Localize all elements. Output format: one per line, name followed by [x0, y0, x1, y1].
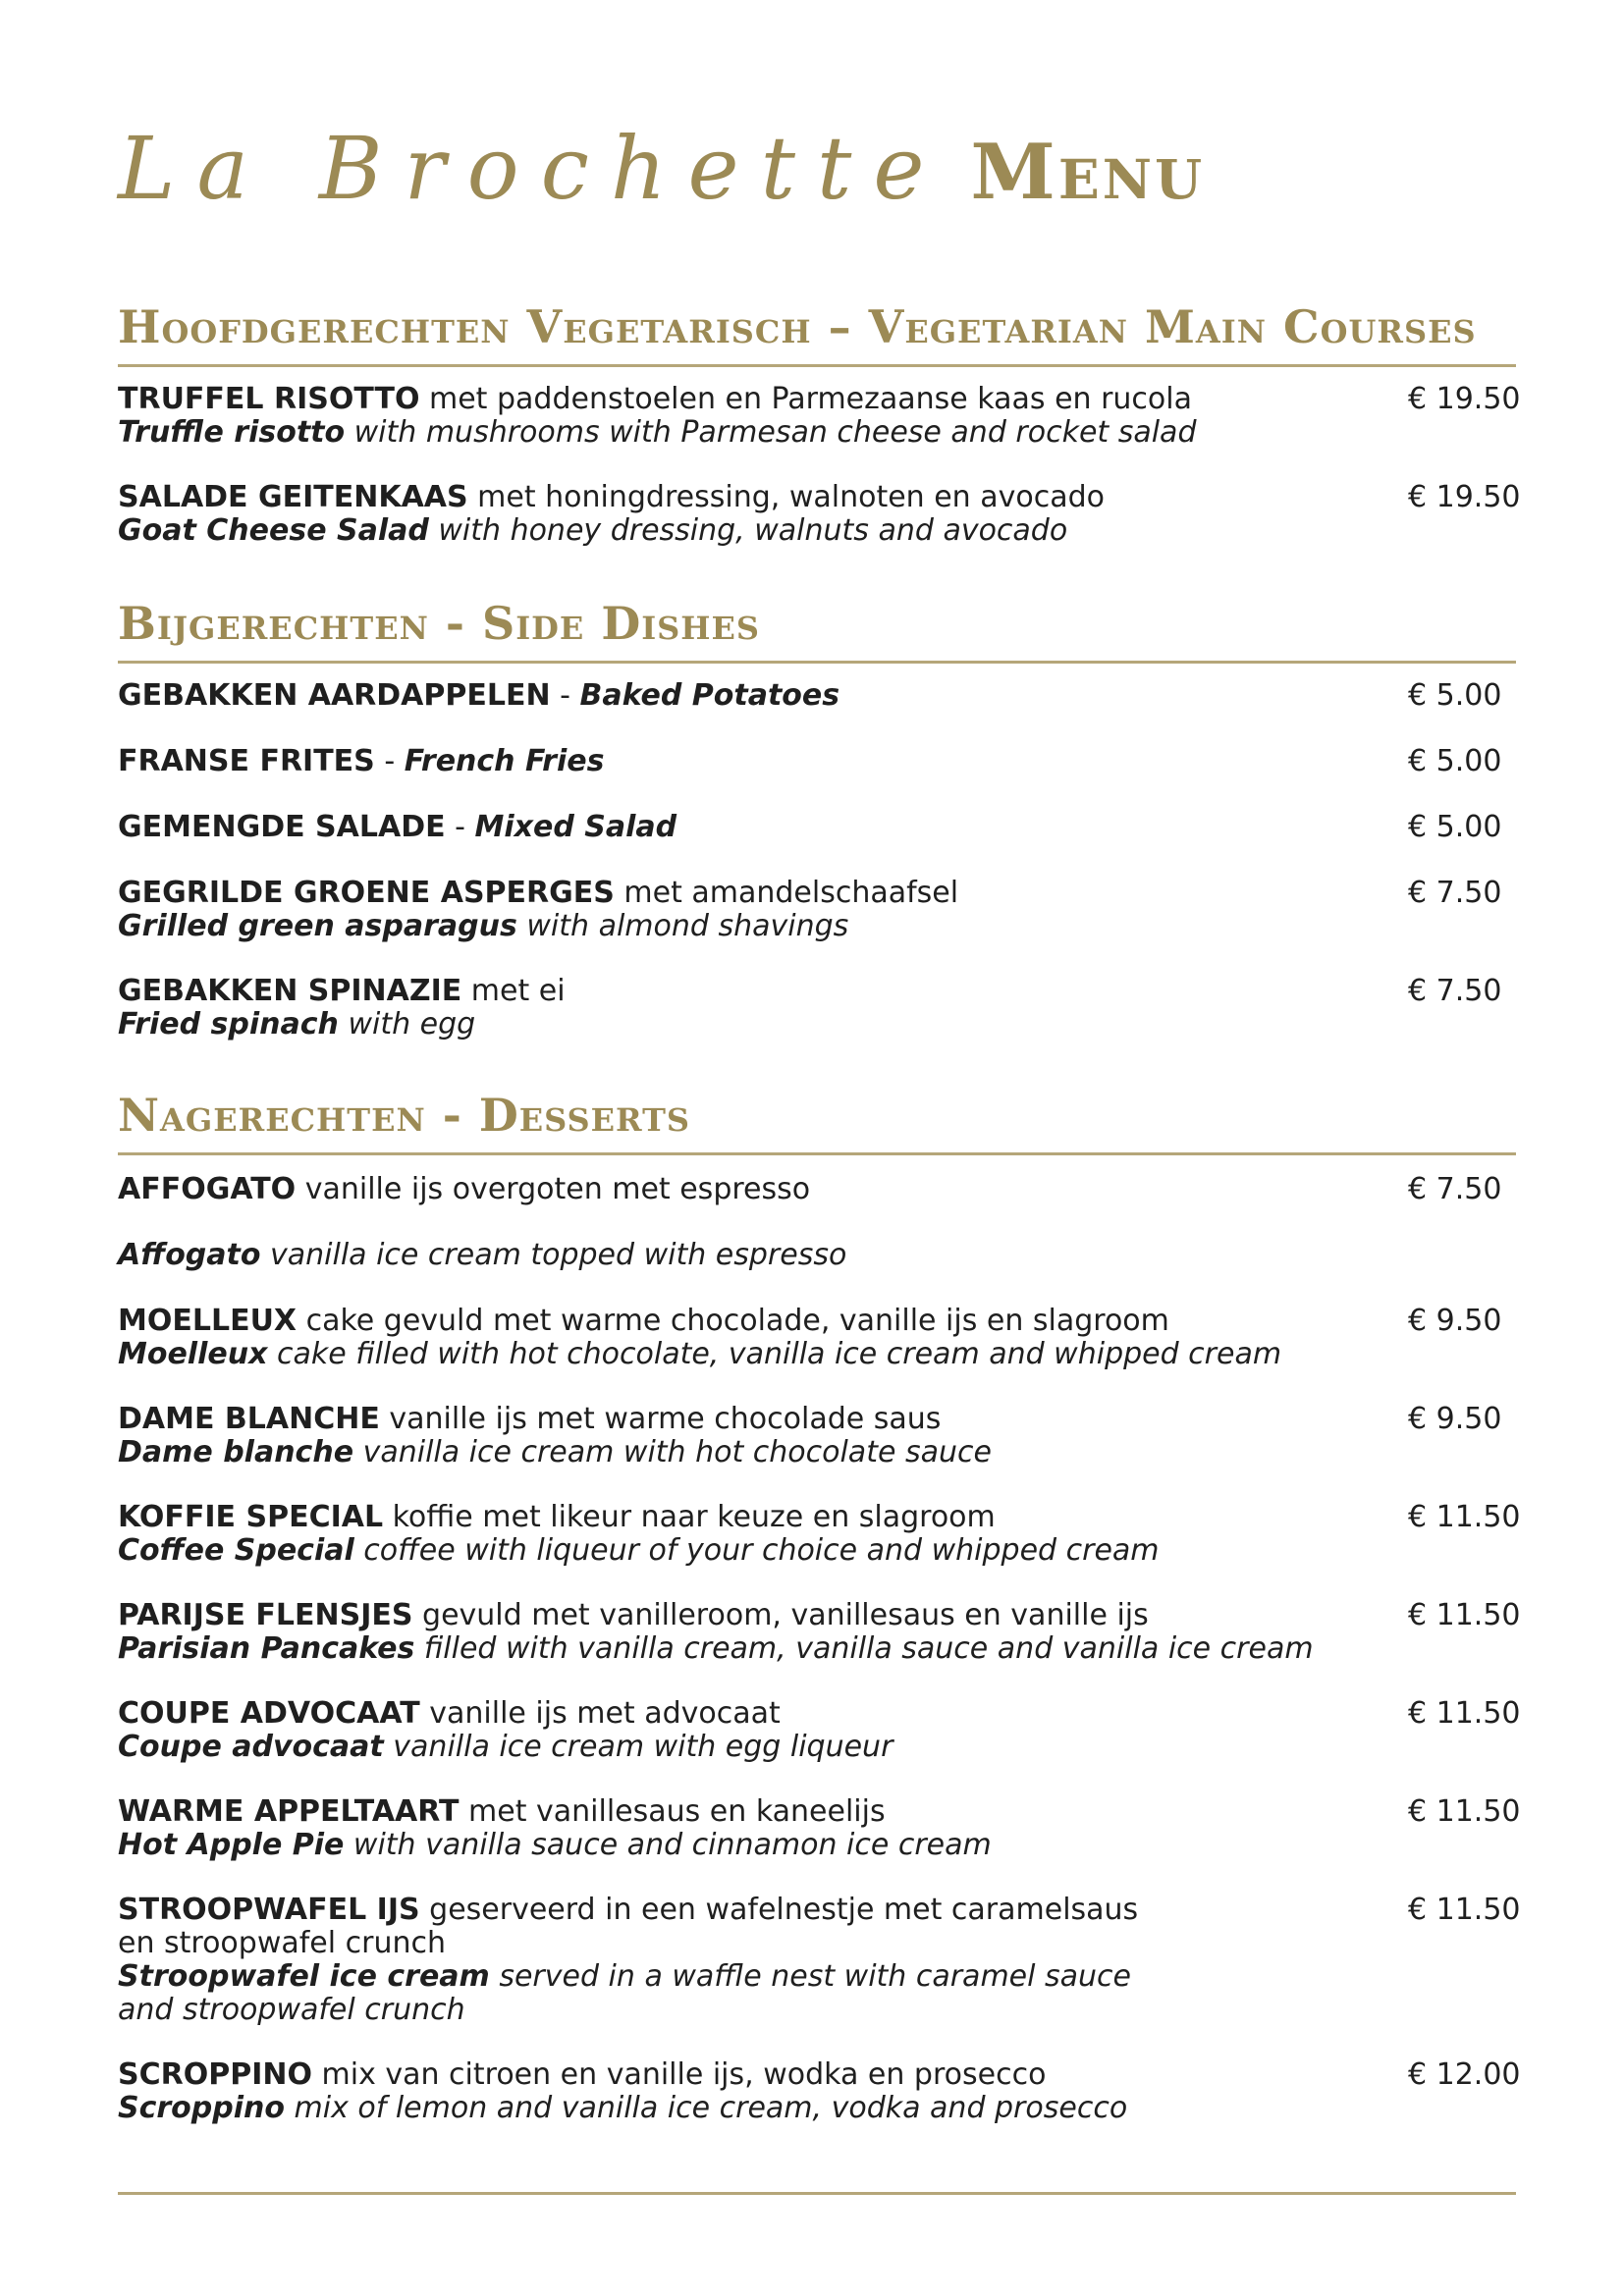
item-name-en: Moelleux [118, 1337, 268, 1371]
item-name-nl: SALADE GEITENKAAS [118, 480, 468, 514]
item-desc-nl: geserveerd in een wafelnestje met caramelsaus [419, 1893, 1139, 1927]
menu-item [118, 679, 1516, 713]
item-desc-nl: mix van citroen en vanille ijs, wodka en prosecco [311, 2057, 1047, 2092]
item-name-nl: DAME BLANCHE [118, 1402, 380, 1436]
menu-item [118, 811, 1516, 844]
menu-item [118, 2057, 1521, 2125]
restaurant-name: La Brochette [118, 118, 947, 219]
item-name-en: Mixed Salad [474, 810, 677, 844]
menu-item [118, 382, 1521, 450]
section-heading: Bijgerechten - Side Dishes [118, 596, 1516, 664]
item-desc-nl-cont: en stroopwafel crunch [118, 1926, 446, 1960]
item-name-en: Coffee Special [118, 1533, 354, 1568]
item-name-en: Parisian Pancakes [118, 1631, 415, 1666]
item-name-nl: WARME APPELTAART [118, 1794, 460, 1829]
item-price: € 5.00 [1408, 744, 1502, 778]
item-price: € 9.50 [1408, 1402, 1502, 1436]
item-desc-en: filled with vanilla cream, vanilla sauce and vanilla ice cream [414, 1631, 1314, 1666]
menu-item [118, 1403, 1516, 1469]
menu-item [118, 1794, 1521, 1862]
item-price: € 12.00 [1408, 2057, 1521, 2092]
item-desc-nl: cake gevuld met warme chocolade, vanille ijs en slagroom [297, 1304, 1169, 1338]
item-name-nl: GEBAKKEN SPINAZIE [118, 974, 462, 1008]
item-desc-en: coffee with liqueur of your choice and whipped cream [353, 1533, 1160, 1568]
item-name-en: Hot Apple Pie [118, 1828, 345, 1862]
section-main-courses [118, 299, 1521, 548]
menu-item [118, 1598, 1521, 1666]
item-name-en: Coupe advocaat [118, 1730, 384, 1764]
item-name-nl: KOFFIE SPECIAL [118, 1500, 384, 1534]
item-desc-nl: koffie met likeur naar keuze en slagroom [383, 1500, 996, 1534]
section-heading: Nagerechten - Desserts [118, 1088, 1516, 1155]
item-desc-en: with mushrooms with Parmesan cheese and rocket salad [345, 415, 1197, 450]
item-name-en: Baked Potatoes [579, 678, 840, 713]
item-separator: - [550, 678, 580, 713]
menu-item [118, 745, 1516, 778]
item-price: € 7.50 [1408, 876, 1502, 910]
item-desc-en: vanilla ice cream with egg liqueur [383, 1730, 893, 1764]
item-name-en: Truffle risotto [118, 415, 346, 450]
item-price: € 7.50 [1408, 1172, 1502, 1206]
item-desc-nl: vanille ijs overgoten met espresso [296, 1172, 811, 1206]
item-desc-en-cont: and stroopwafel crunch [118, 1993, 465, 2027]
item-name-en: Stroopwafel ice cream [118, 1959, 490, 1994]
item-price: € 19.50 [1408, 382, 1521, 416]
item-price: € 11.50 [1408, 1500, 1521, 1534]
bottom-divider [118, 2192, 1516, 2195]
item-name-en: Affogato [118, 1238, 261, 1272]
item-name-en: Scroppino [118, 2091, 285, 2125]
menu-item [118, 1893, 1521, 2027]
item-name-nl: FRANSE FRITES [118, 744, 375, 778]
item-name-en: Goat Cheese Salad [118, 513, 429, 548]
item-separator: - [445, 810, 475, 844]
item-desc-nl: met amandelschaafsel [614, 876, 959, 910]
item-desc-nl: met honingdressing, walnoten en avocado [467, 480, 1105, 514]
item-desc-nl: gevuld met vanilleroom, vanillesaus en vanille ijs [412, 1598, 1149, 1632]
item-desc-en: with almond shavings [516, 909, 849, 943]
menu-item [118, 1239, 1516, 1272]
item-name-en: Fried spinach [118, 1007, 339, 1041]
item-desc-en: served in a waffle nest with caramel sauce [489, 1959, 1131, 1994]
item-desc-en: vanilla ice cream topped with espresso [260, 1238, 847, 1272]
item-price: € 19.50 [1408, 480, 1521, 514]
item-name-nl: GEMENGDE SALADE [118, 810, 446, 844]
item-name-nl: GEGRILDE GROENE ASPERGES [118, 876, 615, 910]
item-name-en: Grilled green asparagus [118, 909, 517, 943]
item-name-nl: COUPE ADVOCAAT [118, 1696, 420, 1731]
item-desc-nl: met paddenstoelen en Parmezaanse kaas en rucola [419, 382, 1192, 416]
item-price: € 5.00 [1408, 810, 1502, 844]
menu-item [118, 1500, 1521, 1568]
item-desc-nl: met vanillesaus en kaneelijs [459, 1794, 886, 1829]
item-price: € 11.50 [1408, 1598, 1521, 1632]
item-name-en: French Fries [404, 744, 605, 778]
section-side-dishes [118, 596, 1516, 1041]
item-name-nl: GEBAKKEN AARDAPPELEN [118, 678, 551, 713]
item-name-en: Dame blanche [118, 1435, 354, 1469]
item-price: € 11.50 [1408, 1794, 1521, 1829]
page-title [118, 118, 1205, 219]
item-price: € 9.50 [1408, 1304, 1502, 1338]
item-name-nl: STROOPWAFEL IJS [118, 1893, 420, 1927]
item-desc-en: with vanilla sauce and cinnamon ice cream [344, 1828, 992, 1862]
item-desc-nl: vanille ijs met advocaat [419, 1696, 781, 1731]
item-separator: - [374, 744, 405, 778]
item-price: € 11.50 [1408, 1893, 1521, 1927]
item-desc-en: cake filled with hot chocolate, vanilla ice cream and whipped cream [267, 1337, 1282, 1371]
menu-item [118, 877, 1516, 943]
item-desc-en: vanilla ice cream with hot chocolate sauce [353, 1435, 992, 1469]
menu-item [118, 1305, 1516, 1371]
menu-item [118, 480, 1521, 548]
item-name-nl: PARIJSE FLENSJES [118, 1598, 413, 1632]
item-desc-nl: vanille ijs met warme chocolade saus [379, 1402, 942, 1436]
item-name-nl: SCROPPINO [118, 2057, 312, 2092]
section-desserts [118, 1088, 1521, 2125]
item-desc-en: with honey dressing, walnuts and avocado [428, 513, 1068, 548]
item-price: € 5.00 [1408, 678, 1502, 713]
item-desc-en: mix of lemon and vanilla ice cream, vodka and prosecco [285, 2091, 1128, 2125]
menu-label: Menu [970, 128, 1206, 217]
item-price: € 7.50 [1408, 974, 1502, 1008]
menu-item [118, 1173, 1516, 1206]
item-desc-nl: met ei [461, 974, 566, 1008]
menu-item [118, 975, 1516, 1041]
item-name-nl: MOELLEUX [118, 1304, 298, 1338]
section-heading: Hoofdgerechten Vegetarisch – Vegetarian Main Courses [118, 299, 1516, 367]
menu-item [118, 1696, 1521, 1764]
item-desc-en: with egg [338, 1007, 476, 1041]
item-name-nl: AFFOGATO [118, 1172, 297, 1206]
item-price: € 11.50 [1408, 1696, 1521, 1731]
item-name-nl: TRUFFEL RISOTTO [118, 382, 420, 416]
